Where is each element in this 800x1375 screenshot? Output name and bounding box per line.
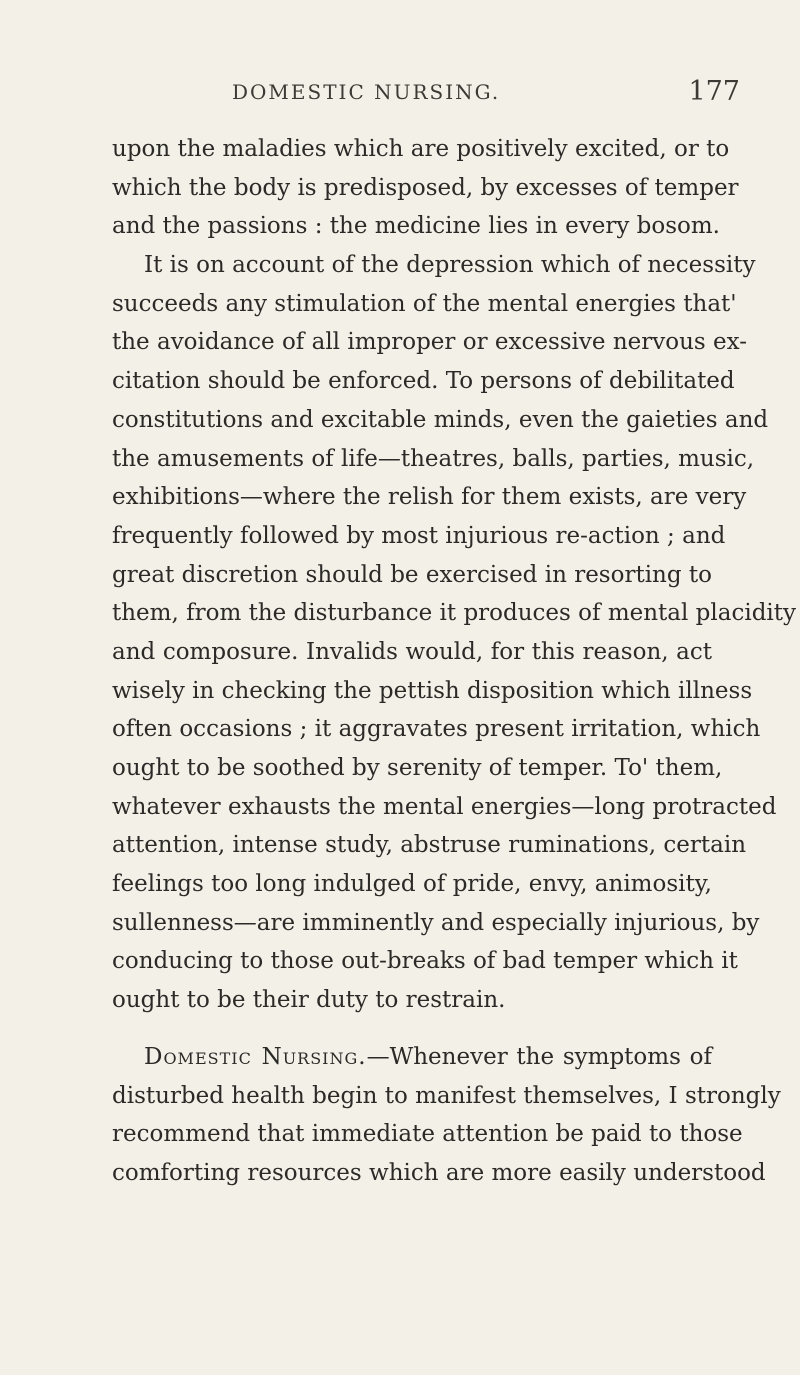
text-line: citation should be enforced. To persons of debilitated [112, 368, 735, 395]
text-line: attention, intense study, abstruse ruminations, certain [112, 832, 747, 859]
text-line: ought to be soothed by serenity of temper. To' them, [112, 755, 723, 781]
page-number: 177 [688, 76, 740, 107]
section-heading: Domestic Nursing. [144, 1043, 367, 1070]
body-text [112, 130, 797, 1193]
text-line: the avoidance of all improper or excessive nervous ex- [112, 329, 747, 356]
paragraph-3 [112, 1038, 781, 1193]
text-line: which the body is predisposed, by excesses of temper [112, 174, 739, 201]
text-line [112, 1038, 712, 1077]
text-line: constitutions and excitable minds, even the gaieties and [112, 406, 769, 433]
paragraph-1 [112, 130, 739, 246]
text-line: exhibitions—where the relish for them exists, are very [112, 484, 747, 511]
running-title: DOMESTIC NURSING. [232, 80, 501, 104]
text-line: It is on account of the depression which of necessity [144, 252, 756, 279]
text-line: great discretion should be exercised in resorting to [112, 561, 712, 588]
text-line: conducing to those out-breaks of bad temper which it [112, 948, 738, 975]
text-line: often occasions ; it aggravates present irritation, which [112, 716, 761, 743]
text-line: upon the maladies which are positively excited, or to [112, 136, 730, 162]
text-line: recommend that immediate attention be paid to those [112, 1121, 743, 1148]
paragraph-2 [112, 246, 797, 1020]
text-line: whatever exhausts the mental energies—long protracted [112, 793, 777, 820]
text-line: wisely in checking the pettish disposition which illness [112, 677, 753, 704]
text-line: frequently followed by most injurious re-action ; and [112, 522, 726, 549]
text-line: the amusements of life—theatres, balls, parties, music, [112, 445, 755, 472]
text-line: sullenness—are imminently and especially injurious, by [112, 909, 760, 936]
text-line: disturbed health begin to manifest themselves, I strongly [112, 1082, 781, 1109]
text-line: succeeds any stimulation of the mental energies that' [112, 290, 737, 317]
text-run: —Whenever the symptoms of [366, 1043, 712, 1070]
text-line: comforting resources which are more easily understood [112, 1159, 766, 1186]
text-line: ought to be their duty to restrain. [112, 987, 506, 1014]
text-line: and composure. Invalids would, for this reason, act [112, 638, 712, 665]
text-line: feelings too long indulged of pride, envy, animosity, [112, 871, 712, 898]
running-head [112, 76, 740, 114]
text-line: them, from the disturbance it produces of mental placidity [112, 600, 797, 627]
text-line: and the passions : the medicine lies in every bosom. [112, 213, 720, 240]
section-gap [112, 1020, 712, 1038]
